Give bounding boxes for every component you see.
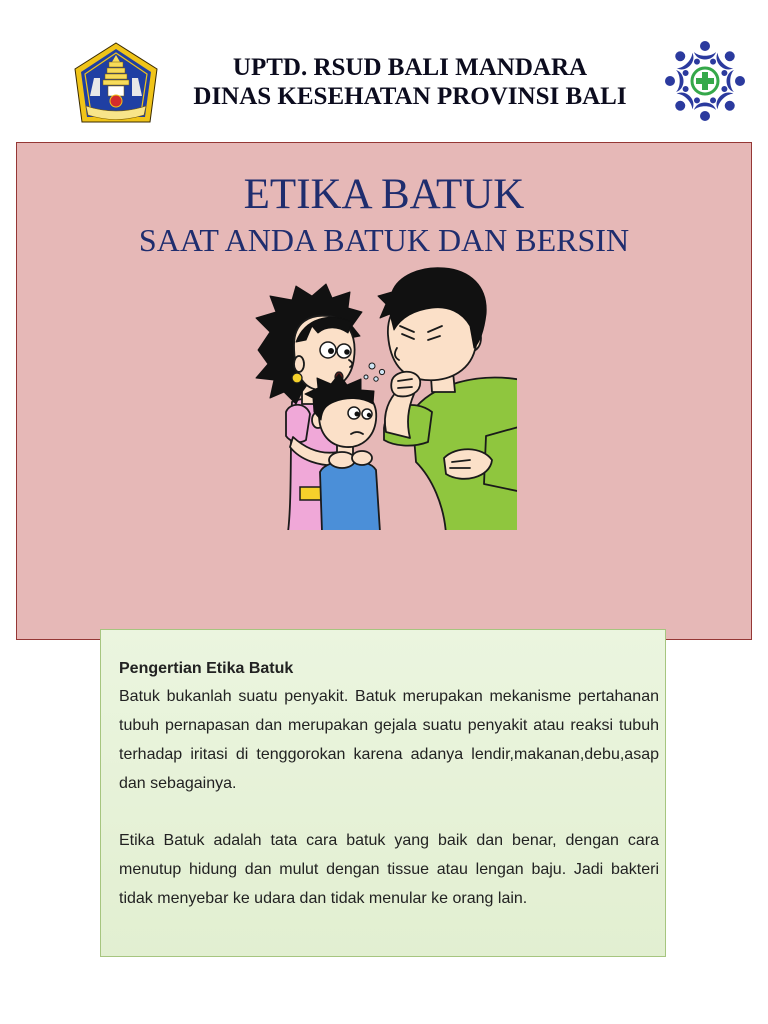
family-coughing-illustration xyxy=(252,266,517,530)
paragraph xyxy=(119,682,659,798)
text-line: dan sebagainya. xyxy=(119,775,237,792)
text-line: tubuh pernapasan dan merupakan gejala suatu penyakit atau reaksi tubuh xyxy=(119,717,659,734)
department-name: DINAS KESEHATAN PROVINSI BALI xyxy=(193,83,627,110)
section-heading: Pengertian Etika Batuk xyxy=(119,660,294,677)
text-line: Batuk bukanlah suatu penyakit. Batuk merupakan mekanisme pertahanan xyxy=(119,688,659,705)
definition-content xyxy=(119,655,659,913)
man-coughing-figure xyxy=(378,268,517,530)
page-subtitle: SAAT ANDA BATUK DAN BERSIN xyxy=(138,222,630,258)
page-title: ETIKA BATUK xyxy=(243,171,525,218)
cough-droplets xyxy=(364,363,385,381)
institution-heading xyxy=(160,53,660,111)
text-line: Etika Batuk adalah tata cara batuk yang baik dan benar, dengan cara xyxy=(119,832,659,849)
text-line: tidak menyebar ke udara dan tidak menular ke orang lain. xyxy=(119,890,528,907)
institution-name: UPTD. RSUD BALI MANDARA xyxy=(232,54,588,81)
bali-province-logo xyxy=(74,40,160,126)
text-line: menutup hidung dan mulut dengan tissue atau lengan baju. Jadi bakteri xyxy=(119,861,659,878)
health-ministry-logo xyxy=(660,36,750,126)
text-line: terhadap iritasi di tenggorokan karena adanya lendir,makanan,debu,asap xyxy=(119,746,659,763)
paragraph xyxy=(119,826,659,913)
